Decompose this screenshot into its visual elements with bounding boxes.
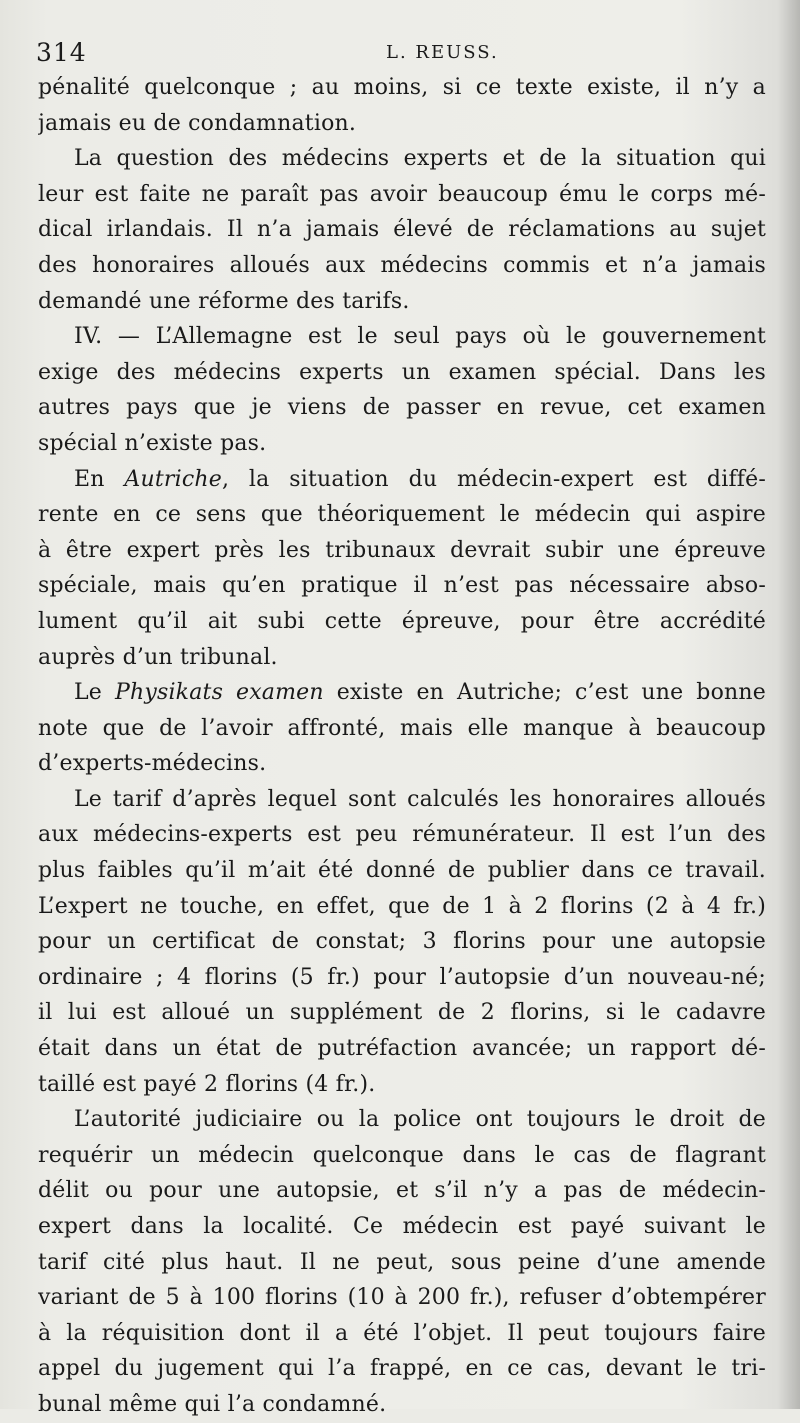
text-line: à être expert près les tribunaux devrait subir une épreuve <box>38 537 766 563</box>
text-line: leur est faite ne paraît pas avoir beaucoup ému le corps mé- <box>38 181 766 207</box>
text-line: pénalité quelconque ; au moins, si ce texte existe, il n’y a <box>38 75 766 100</box>
text-line: spéciale, mais qu’en pratique il n’est pas nécessaire abso- <box>38 573 766 599</box>
body-text <box>38 70 766 1423</box>
text-line: dical irlandais. Il n’a jamais élevé de réclamations au sujet <box>38 217 766 243</box>
running-head: L. REUSS. <box>386 42 499 63</box>
text-line: appel du jugement qui l’a frappé, en ce cas, devant le tri- <box>38 1356 766 1382</box>
text-line: note que de l’avoir affronté, mais elle manque à beaucoup <box>38 715 766 741</box>
text-span: existe en Autriche; c’est une bonne <box>323 680 766 706</box>
text-line: était dans un état de putréfaction avancée; un rapport dé- <box>38 1036 766 1062</box>
text-line: Le tarif d’après lequel sont calculés les honoraires alloués <box>74 786 766 812</box>
text-line: des honoraires alloués aux médecins commis et n’a jamais <box>38 252 766 278</box>
text-line: auprès d’un tribunal. <box>38 644 278 670</box>
text-line: IV. — L’Allemagne est le seul pays où le gouvernement <box>74 324 766 350</box>
italic-term: Physikats examen <box>114 680 324 706</box>
text-line: lument qu’il ait subi cette épreuve, pour être accrédité <box>38 608 766 634</box>
text-line: bunal même qui l’a condamné. <box>38 1391 387 1417</box>
text-line: ordinaire ; 4 florins (5 fr.) pour l’autopsie d’un nouveau-né; <box>38 964 766 990</box>
text-span: , la situation du médecin-expert est diffé- <box>221 466 766 492</box>
text-line: variant de 5 à 100 florins (10 à 200 fr.), refuser d’obtempérer <box>38 1285 766 1311</box>
text-line: d’experts-médecins. <box>38 751 267 777</box>
text-line: rente en ce sens que théoriquement le médecin qui aspire <box>38 502 766 528</box>
text-line: délit ou pour une autopsie, et s’il n’y a pas de médecin- <box>38 1178 766 1204</box>
text-line: à la réquisition dont il a été l’objet. Il peut toujours faire <box>38 1320 766 1346</box>
text-line: autres pays que je viens de passer en revue, cet examen <box>38 395 766 421</box>
text-line: spécial n’existe pas. <box>38 430 267 456</box>
text-line: requérir un médecin quelconque dans le cas de flagrant <box>38 1142 766 1168</box>
text-span: En <box>74 466 125 492</box>
page-edge-shadow <box>778 0 800 1409</box>
text-line: La question des médecins experts et de la situation qui <box>74 146 766 172</box>
text-line: il lui est alloué un supplément de 2 florins, si le cadavre <box>38 1000 766 1026</box>
text-line: plus faibles qu’il m’ait été donné de publier dans ce travail. <box>38 858 766 884</box>
italic-term: Autriche <box>124 466 222 492</box>
text-line <box>38 675 766 711</box>
text-line: demandé une réforme des tarifs. <box>38 288 410 314</box>
text-line: L’expert ne touche, en effet, que de 1 à 2 florins (2 à 4 fr.) <box>38 893 766 919</box>
page-header <box>36 30 766 70</box>
text-span: Le <box>74 680 115 706</box>
text-line: aux médecins-experts est peu rémunérateur. Il est l’un des <box>38 822 766 848</box>
text-line: tarif cité plus haut. Il ne peut, sous peine d’une amende <box>38 1249 766 1275</box>
text-line <box>38 462 766 498</box>
text-line: taillé est payé 2 florins (4 fr.). <box>38 1071 376 1097</box>
text-line: expert dans la localité. Ce médecin est payé suivant le <box>38 1214 766 1239</box>
text-line: L’autorité judiciaire ou la police ont toujours le droit de <box>74 1107 766 1133</box>
text-line: pour un certificat de constat; 3 florins pour une autopsie <box>38 929 766 955</box>
text-line: exige des médecins experts un examen spécial. Dans les <box>38 359 766 385</box>
text-line: jamais eu de condamnation. <box>38 110 357 136</box>
page-number: 314 <box>36 38 87 67</box>
